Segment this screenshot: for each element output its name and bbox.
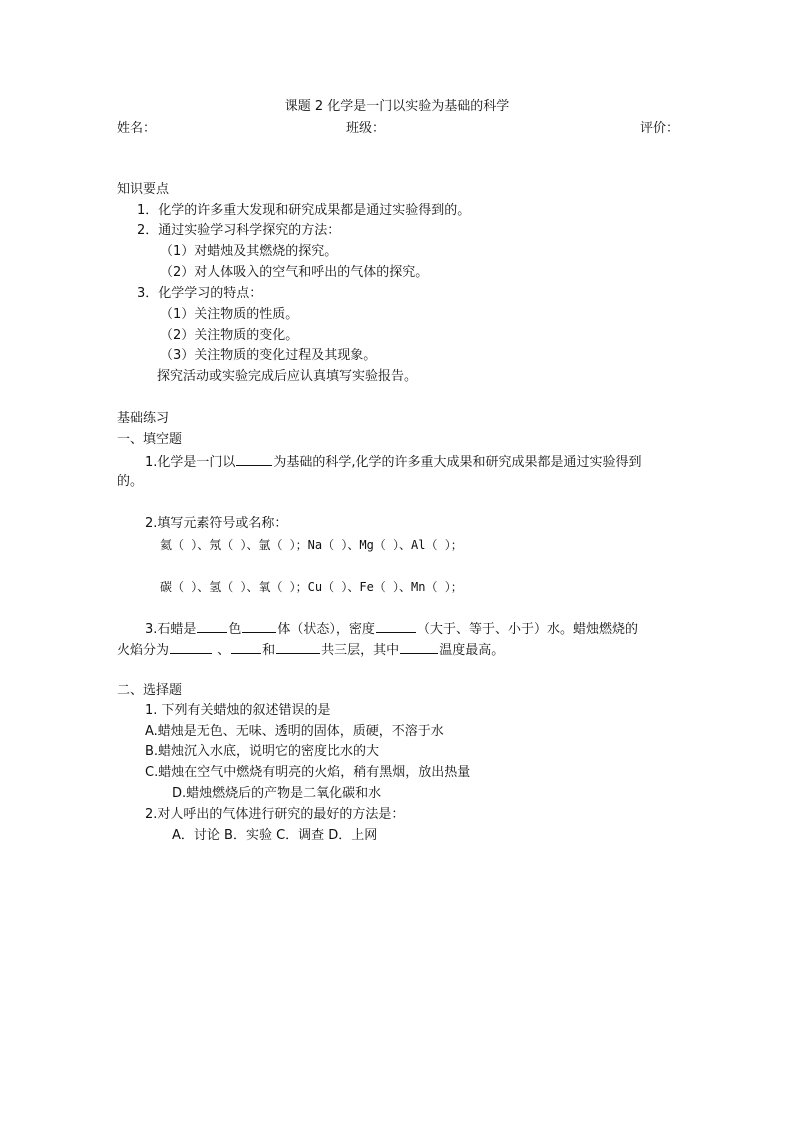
choice-question-2-options: A．讨论 B．实验 C．调查 D．上网	[172, 828, 378, 843]
knowledge-point-1: 1．化学的许多重大发现和研究成果都是通过实验得到的。	[137, 203, 471, 218]
fill-blank-heading: 一、填空题	[117, 432, 183, 447]
choice-option-b: B.蜡烛沉入水底，说明它的密度比水的大	[145, 744, 380, 759]
answer-blank[interactable]	[376, 619, 416, 633]
question-3-continued: 火焰分为 、 和 共三层，其中 温度最高。	[117, 640, 504, 660]
choice-question-1: 1. 下列有关蜡烛的叙述错误的是	[145, 703, 331, 718]
knowledge-point-2a: （1）对蜡烛及其燃烧的探究。	[160, 244, 338, 259]
element-row-1: 氦（ ）、氖（ ）、氩（ ）；Na（ ）、Mg（ ）、Al（ ）；	[160, 538, 463, 552]
answer-blank[interactable]	[236, 452, 272, 466]
answer-blank[interactable]	[242, 619, 276, 633]
name-label: 姓名：	[117, 121, 157, 136]
question-2: 2.填写元素符号或名称：	[145, 516, 288, 531]
grade-label: 评价：	[640, 121, 680, 136]
question-1: 1.化学是一门以 为基础的科学,化学的许多重大成果和研究成果都是通过实验得到	[145, 452, 642, 472]
question-1-continued: 的。	[117, 474, 144, 489]
class-label: 班级：	[346, 121, 386, 136]
answer-blank[interactable]	[231, 640, 261, 654]
answer-blank[interactable]	[400, 640, 438, 654]
knowledge-point-3: 3．化学学习的特点：	[137, 286, 263, 301]
knowledge-point-3c: （3）关注物质的变化过程及其现象。	[160, 348, 377, 363]
knowledge-note: 探究活动或实验完成后应认真填写实验报告。	[157, 369, 418, 384]
answer-blank[interactable]	[197, 619, 227, 633]
answer-blank[interactable]	[276, 640, 320, 654]
knowledge-point-3b: （2）关注物质的变化。	[160, 328, 299, 343]
answer-blank[interactable]	[170, 640, 212, 654]
choice-heading: 二、选择题	[117, 683, 183, 698]
knowledge-point-2b: （2）对人体吸入的空气和呼出的气体的探究。	[160, 265, 429, 280]
knowledge-point-3a: （1）关注物质的性质。	[160, 307, 299, 322]
element-row-2: 碳（ ）、氢（ ）、氧（ ）；Cu（ ）、Fe（ ）、Mn（ ）；	[160, 580, 463, 594]
choice-question-2: 2.对人呼出的气体进行研究的最好的方法是：	[145, 807, 405, 822]
question-3: 3.石蜡是 色 体（状态），密度 （大于、等于、小于）水。蜡烛燃烧的	[145, 619, 638, 639]
choice-option-c: C.蜡烛在空气中燃烧有明亮的火焰，稍有黑烟，放出热量	[145, 765, 471, 780]
choice-option-a: A.蜡烛是无色、无味、透明的固体，质硬，不溶于水	[145, 724, 444, 739]
knowledge-point-2: 2．通过实验学习科学探究的方法：	[137, 223, 341, 238]
practice-heading: 基础练习	[117, 411, 170, 426]
page-title: 课题 2 化学是一门以实验为基础的科学	[284, 99, 510, 114]
knowledge-heading: 知识要点	[117, 182, 170, 197]
choice-option-d: D.蜡烛燃烧后的产物是二氧化碳和水	[172, 786, 382, 801]
